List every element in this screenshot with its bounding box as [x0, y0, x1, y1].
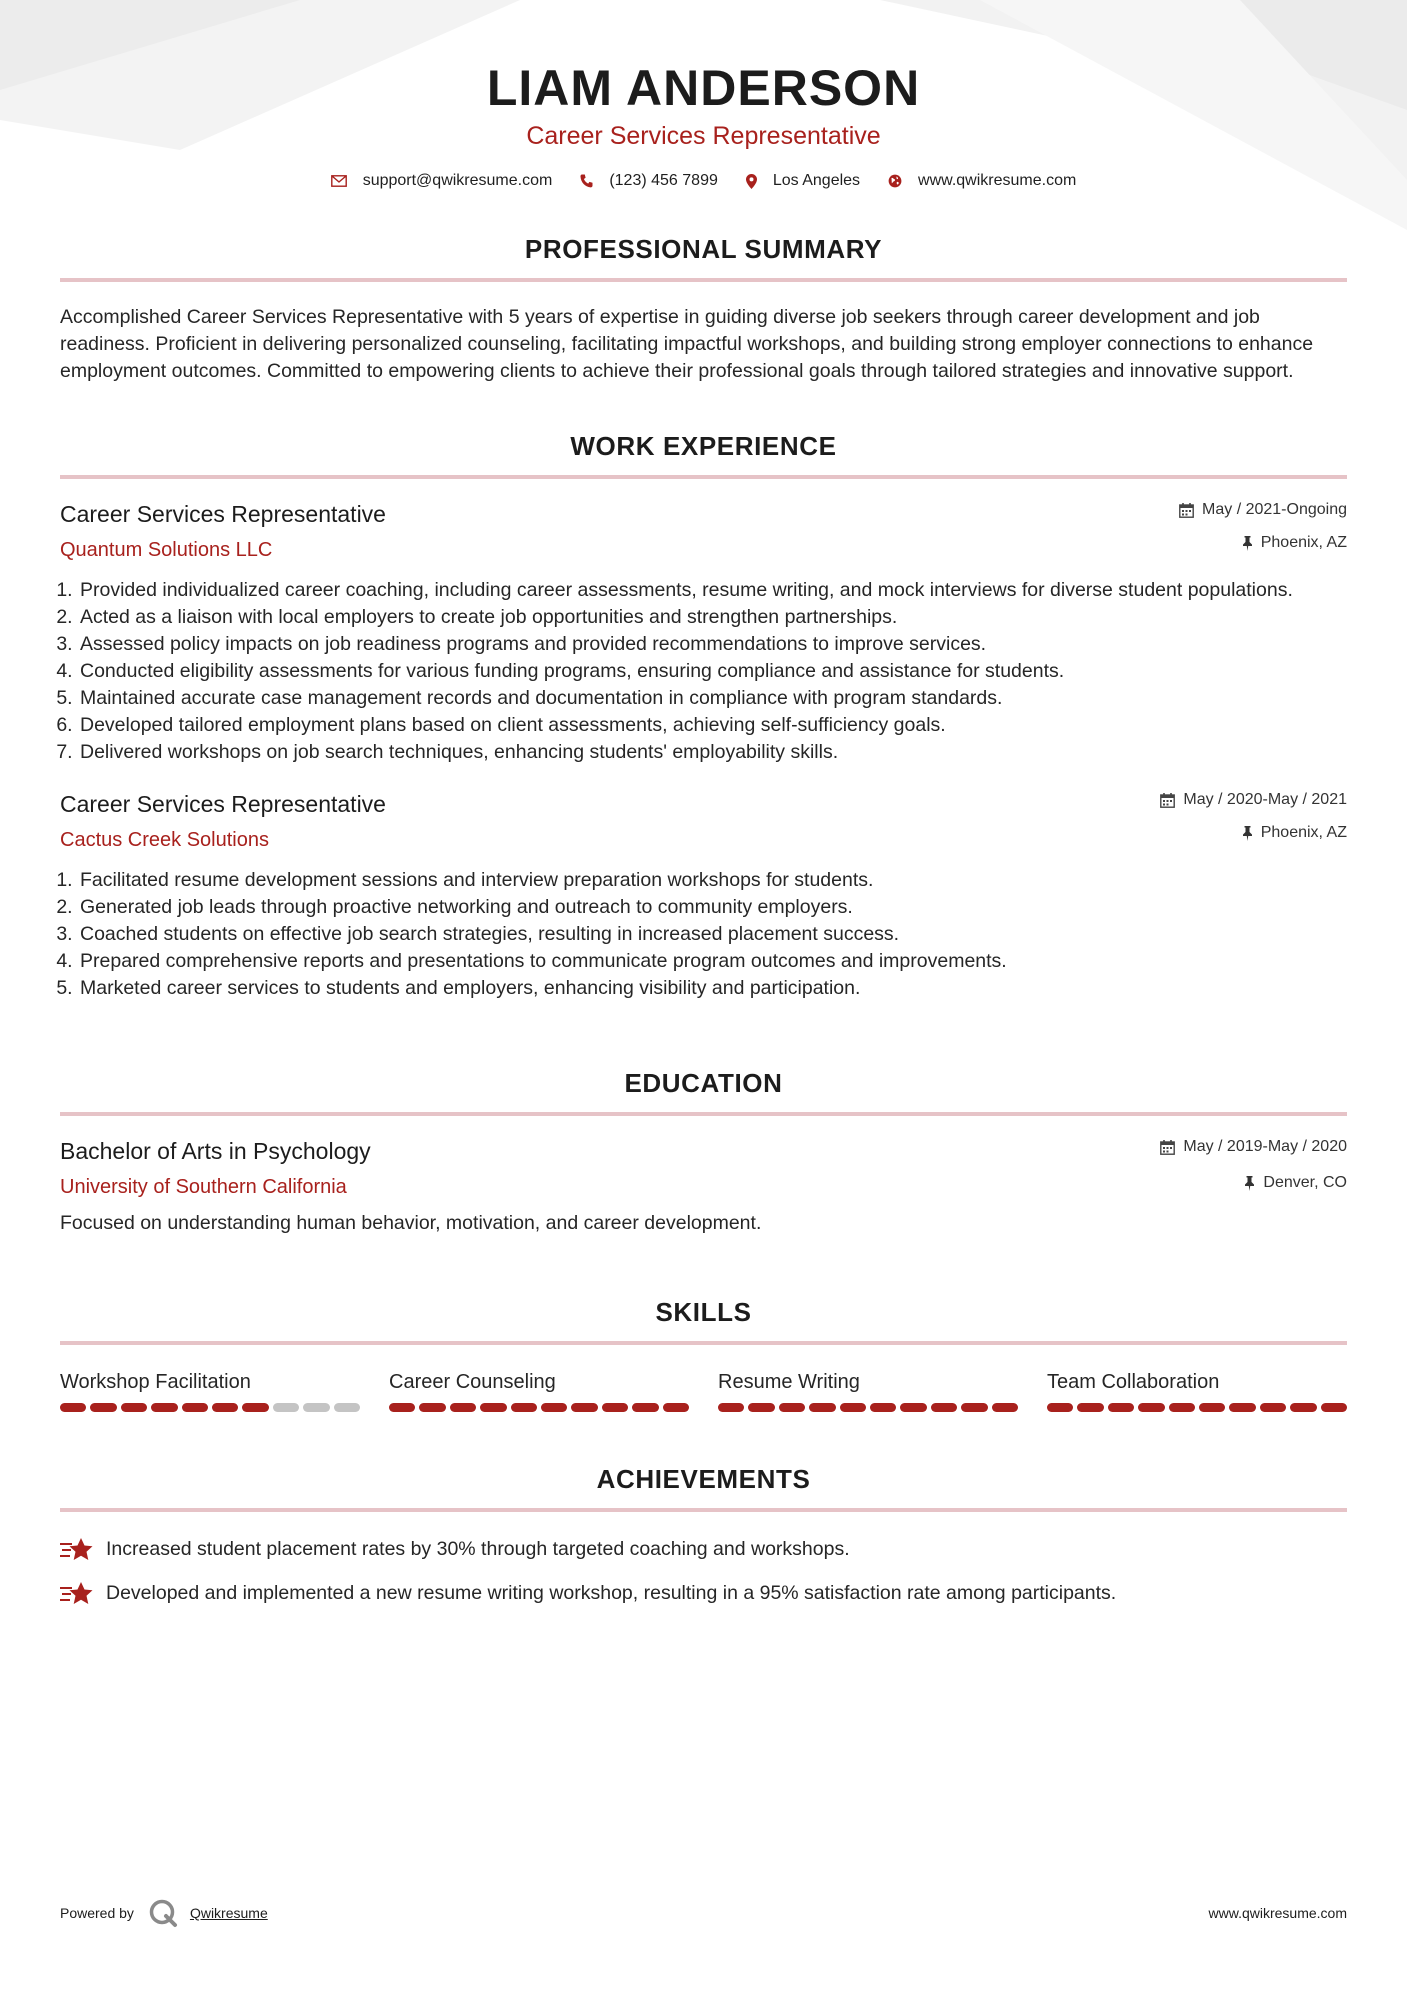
section-divider [60, 1508, 1347, 1512]
job-location-text: Phoenix, AZ [1260, 824, 1347, 841]
skill-segment-filled [1321, 1403, 1347, 1412]
achievement-text: Increased student placement rates by 30% through targeted coaching and workshops. [106, 1538, 850, 1560]
skill-segment-filled [718, 1403, 744, 1412]
achievement-item [60, 1580, 1347, 1607]
list-item: 3. Coached students on effective job search strategies, resulting in increased placement success. [78, 921, 1347, 948]
skill-segment-filled [541, 1403, 567, 1412]
skill-segment-filled [1047, 1403, 1073, 1412]
education-description: Focused on understanding human behavior, motivation, and career development. [60, 1212, 762, 1234]
skill-segment-filled [571, 1403, 597, 1412]
education-school: University of Southern California [60, 1176, 347, 1198]
pushpin-icon [1242, 826, 1253, 841]
job-location [1160, 822, 1347, 844]
skill-segment-filled [961, 1403, 987, 1412]
list-item: 5. Marketed career services to students and employers, enhancing visibility and participation. [78, 975, 1347, 1002]
location-text: Los Angeles [772, 172, 861, 189]
section-divider [60, 278, 1347, 282]
skill-segment-filled [1199, 1403, 1225, 1412]
section-divider [60, 1112, 1347, 1116]
candidate-title: Career Services Representative [526, 122, 881, 150]
achievement-text: Developed and implemented a new resume writing workshop, resulting in a 95% satisfaction rate among participants. [106, 1582, 1117, 1604]
skill-segment-filled [450, 1403, 476, 1412]
skill-segment-filled [90, 1403, 116, 1412]
skill-name: Team Collaboration [1047, 1371, 1220, 1393]
skill-name: Workshop Facilitation [60, 1371, 251, 1393]
phone-text: (123) 456 7899 [609, 172, 718, 189]
skill-segment-filled [1108, 1403, 1134, 1412]
website-text: www.qwikresume.com [918, 172, 1077, 189]
contact-bar [60, 172, 1347, 190]
job-entry [60, 499, 1347, 766]
education-dates-text: May / 2019-May / 2020 [1183, 1138, 1347, 1155]
job-role: Career Services Representative [60, 501, 386, 527]
job-location-text: Phoenix, AZ [1260, 534, 1347, 551]
education-location-text: Denver, CO [1263, 1174, 1347, 1191]
summary-heading: PROFESSIONAL SUMMARY [524, 234, 883, 264]
job-company: Quantum Solutions LLC [60, 539, 273, 561]
experience-section [60, 431, 1347, 1002]
skill-level-bar [718, 1403, 1018, 1412]
skill-name: Career Counseling [389, 1371, 556, 1393]
email-text: support@qwikresume.com [362, 172, 553, 189]
calendar-icon [1179, 503, 1194, 518]
skill-segment-filled [1077, 1403, 1103, 1412]
section-divider [60, 475, 1347, 479]
skill-segment-filled [242, 1403, 268, 1412]
skill-level-bar [389, 1403, 689, 1412]
skill-segment-filled [840, 1403, 866, 1412]
summary-text: Accomplished Career Services Representative with 5 years of expertise in guiding diverse job seekers through career development and job readiness. Proficient in delivering personalized counseling, facilitating impactful workshops, and building strong employer connections to enhance employment outcomes. Committed to empowering clients to achieve their professional goals through tailored strategies and innovative support. [60, 306, 1314, 382]
skill-item [718, 1369, 1018, 1412]
education-degree: Bachelor of Arts in Psychology [60, 1138, 371, 1164]
skill-segment-filled [60, 1403, 86, 1412]
pushpin-icon [1244, 1176, 1255, 1191]
shooting-star-icon [60, 1581, 94, 1607]
skill-segment-filled [1169, 1403, 1195, 1412]
list-item: 5. Maintained accurate case management records and documentation in compliance with program standards. [78, 685, 1347, 712]
skill-item [1047, 1369, 1347, 1412]
achievement-item [60, 1536, 1347, 1563]
summary-section [60, 234, 1347, 385]
brand-link[interactable]: Qwikresume [189, 1905, 268, 1921]
list-item: 7. Delivered workshops on job search techniques, enhancing students' employability skills. [78, 739, 1347, 766]
pushpin-icon [1242, 536, 1253, 551]
skill-segment-filled [480, 1403, 506, 1412]
skill-level-bar [60, 1403, 360, 1412]
phone-icon [580, 174, 593, 188]
education-section [60, 1068, 1347, 1237]
skill-segment-filled [931, 1403, 957, 1412]
skill-name: Resume Writing [718, 1371, 860, 1393]
skill-segment-filled [1138, 1403, 1164, 1412]
education-dates [1160, 1136, 1347, 1158]
job-location [1179, 532, 1347, 554]
education-heading: EDUCATION [624, 1068, 783, 1098]
job-bullets [60, 867, 1347, 1002]
job-dates-text: May / 2021-Ongoing [1202, 501, 1347, 518]
list-item: 1. Provided individualized career coaching, including career assessments, resume writing, and mock interviews for diverse student populations. [78, 577, 1347, 604]
list-item: 4. Prepared comprehensive reports and presentations to communicate program outcomes and improvements. [78, 948, 1347, 975]
achievements-section [60, 1464, 1347, 1607]
skills-list [60, 1369, 1347, 1412]
skill-segment-filled [1290, 1403, 1316, 1412]
skill-segment-filled [748, 1403, 774, 1412]
skill-segment-filled [1260, 1403, 1286, 1412]
skill-segment-filled [992, 1403, 1018, 1412]
contact-email[interactable] [331, 172, 553, 190]
skill-segment-empty [334, 1403, 360, 1412]
job-dates [1179, 499, 1347, 521]
skill-segment-filled [900, 1403, 926, 1412]
calendar-icon [1160, 793, 1175, 808]
qwikresume-logo-icon [148, 1898, 178, 1928]
skill-level-bar [1047, 1403, 1347, 1412]
job-entry [60, 789, 1347, 1002]
skill-segment-filled [663, 1403, 689, 1412]
skill-segment-filled [1229, 1403, 1255, 1412]
skill-segment-filled [511, 1403, 537, 1412]
resume-header [60, 0, 1347, 190]
skills-section [60, 1297, 1347, 1412]
skill-item [60, 1369, 360, 1412]
envelope-icon [331, 175, 347, 187]
job-role: Career Services Representative [60, 791, 386, 817]
skill-segment-filled [182, 1403, 208, 1412]
job-company: Cactus Creek Solutions [60, 829, 269, 851]
skill-segment-filled [121, 1403, 147, 1412]
skill-segment-empty [273, 1403, 299, 1412]
contact-website[interactable] [888, 172, 1076, 190]
shooting-star-icon [60, 1537, 94, 1563]
achievements-heading: ACHIEVEMENTS [596, 1464, 811, 1494]
footer-website[interactable]: www.qwikresume.com [1208, 1905, 1347, 1921]
skill-segment-filled [809, 1403, 835, 1412]
skill-segment-filled [602, 1403, 628, 1412]
map-marker-icon [746, 174, 757, 189]
experience-heading: WORK EXPERIENCE [570, 431, 837, 461]
job-dates-text: May / 2020-May / 2021 [1183, 791, 1347, 808]
candidate-name: LIAM ANDERSON [486, 60, 921, 116]
list-item: 6. Developed tailored employment plans based on client assessments, achieving self-sufficiency goals. [78, 712, 1347, 739]
skills-heading: SKILLS [655, 1297, 752, 1327]
skill-segment-filled [151, 1403, 177, 1412]
job-dates [1160, 789, 1347, 811]
list-item: 4. Conducted eligibility assessments for various funding programs, ensuring compliance and assistance for students. [78, 658, 1347, 685]
education-location [1160, 1172, 1347, 1194]
skill-segment-filled [212, 1403, 238, 1412]
skill-segment-filled [870, 1403, 896, 1412]
skill-segment-filled [389, 1403, 415, 1412]
globe-icon [888, 174, 902, 188]
skill-segment-filled [419, 1403, 445, 1412]
contact-phone[interactable] [580, 172, 718, 190]
list-item: 1. Facilitated resume development sessions and interview preparation workshops for students. [78, 867, 1347, 894]
skill-segment-filled [632, 1403, 658, 1412]
page-footer [60, 1898, 1347, 1928]
list-item: 2. Acted as a liaison with local employers to create job opportunities and strengthen partnerships. [78, 604, 1347, 631]
list-item: 2. Generated job leads through proactive networking and outreach to community employers. [78, 894, 1347, 921]
skill-item [389, 1369, 689, 1412]
skill-segment-filled [779, 1403, 805, 1412]
skill-segment-empty [303, 1403, 329, 1412]
contact-location [746, 172, 860, 190]
job-bullets [60, 577, 1347, 766]
powered-by-label: Powered by [60, 1905, 134, 1921]
section-divider [60, 1341, 1347, 1345]
calendar-icon [1160, 1140, 1175, 1155]
education-entry [60, 1136, 1347, 1237]
list-item: 3. Assessed policy impacts on job readiness programs and provided recommendations to improve services. [78, 631, 1347, 658]
